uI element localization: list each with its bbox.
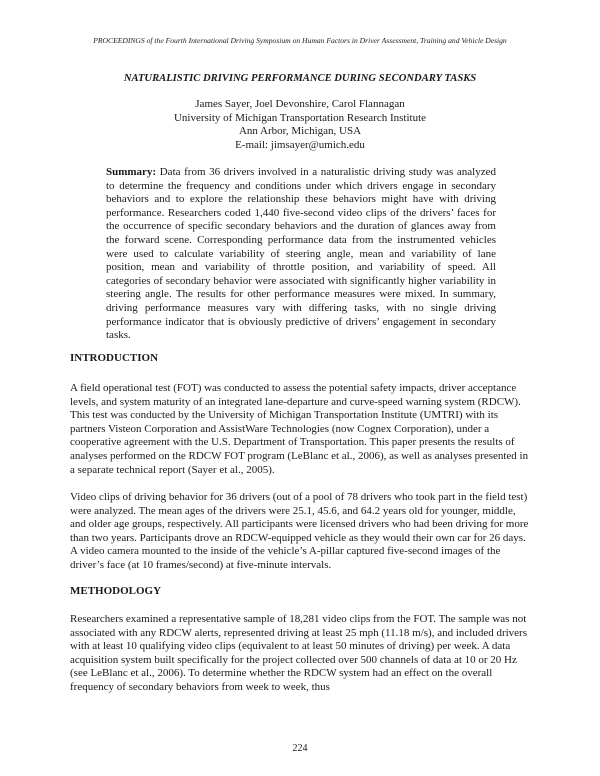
author-names: James Sayer, Joel Devonshire, Carol Flannagan [195,98,405,110]
page-number: 224 [292,743,308,754]
introduction-paragraph-2: Video clips of driving behavior for 36 drivers (out of a pool of 78 drivers who took part in the field test) were analyzed. The mean ages of the drivers were 25.1, 45.6, and 64.2 years old for younger, middle, and older age groups, respectively. All participants were licensed drivers who had been driving for more than two years. Participants drove an RDCW-equipped vehicle as they would their own car for 26 days. A video camera mounted to the inside of the vehicle’s A-pillar captured five-second images of the driver’s face (at 10 frames/second) at five-minute intervals. [70,491,529,571]
abstract-label: Summary: [106,166,157,178]
running-header: PROCEEDINGS of the Fourth International Driving Symposium on Human Factors in Driver Assessment, Training and Vehicle Design [93,36,507,45]
section-heading-methodology: METHODOLOGY [70,585,162,597]
author-affiliation: University of Michigan Transportation Research Institute [173,111,427,124]
author-email: E-mail: jimsayer@umich.edu [235,138,365,151]
abstract [106,166,496,343]
author-location: Ann Arbor, Michigan, USA [238,125,362,137]
section-heading-introduction: INTRODUCTION [70,352,159,364]
abstract-text: Data from 36 drivers involved in a naturalistic driving study was analyzed to determine the frequency and conditions under which drivers engage in secondary behaviors and to explore the relationship these behaviors might have with driving performance. Researchers coded 1,440 five-second video clips of the drivers’ faces for the occurrence of specific secondary behaviors and the duration of glances away from the forward scene. Corresponding performance data from the instrumented vehicles were used to calculate variability of steering angle, mean and variability of lane position, mean and variability of throttle position, and variability of speed. All categories of secondary behavior were associated with significantly higher variability in steering angle. The results for other performance measures were mixed. In summary, driving performance measures vary with differing tasks, with no single driving performance indicator that is obviously predictive of drivers’ engagement in secondary tasks. [106,166,496,342]
paper-title: NATURALISTIC DRIVING PERFORMANCE DURING SECONDARY TASKS [123,73,477,84]
author-block [40,98,560,152]
introduction-paragraph-1: A field operational test (FOT) was conducted to assess the potential safety impacts, driver acceptance levels, and system maturity of an integrated lane-departure and curve-speed warning system (RDCW). This test was conducted by the University of Michigan Transportation Institute (UMTRI) with its partners Visteon Corporation and AssistWare Technologies (now Cognex Corporation), under a cooperative agreement with the U.S. Department of Transportation. This paper presents the results of analyses performed on the RDCW FOT program (LeBlanc et al., 2006), as well as analyses presented in a separate technical report (Sayer et al., 2005). [70,382,529,476]
methodology-paragraph-1: Researchers examined a representative sample of 18,281 video clips from the FOT. The sample was not associated with any RDCW alerts, represented driving at least 25 mph (11.18 m/s), and included drivers with at least 10 qualifying video clips (equivalent to at least 50 minutes of driving) per week. A data acquisition system built specifically for the project collected over 500 channels of data at 10 or 20 Hz (see LeBlanc et al., 2006). To determine whether the RDCW system had an effect on the overall frequency of secondary behaviors from week to week, thus [70,613,527,693]
